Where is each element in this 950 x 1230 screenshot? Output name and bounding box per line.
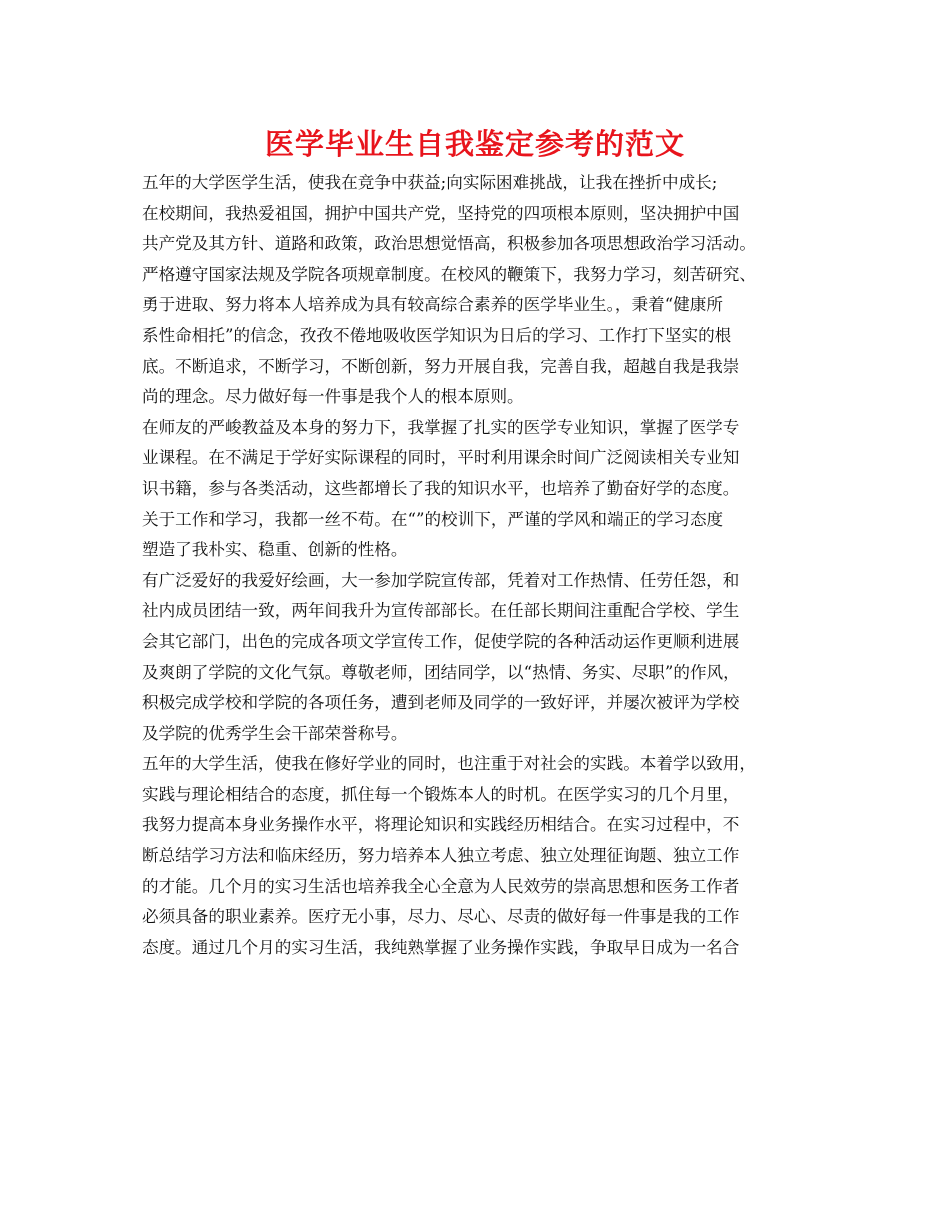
- text-line: 严格遵守国家法规及学院各项规章制度。在校风的鞭策下，我努力学习，刻苦研究、: [142, 264, 756, 284]
- text-line: 系性命相托”的信念，孜孜不倦地吸收医学知识为日后的学习、工作打下坚实的根: [142, 325, 732, 345]
- text-line: 关于工作和学习，我都一丝不苟。在“”的校训下，严谨的学风和端正的学习态度: [142, 509, 724, 529]
- text-line: 及学院的优秀学生会干部荣誉称号。: [142, 723, 408, 743]
- text-line: 态度。通过几个月的实习生活，我纯熟掌握了业务操作实践，争取早日成为一名合: [142, 937, 740, 957]
- text-line: 识书籍，参与各类活动，这些都增长了我的知识水平，也培养了勤奋好学的态度。: [142, 478, 740, 498]
- text-line: 五年的大学医学生活，使我在竞争中获益;向实际困难挑战，让我在挫折中成长;: [142, 173, 718, 192]
- text-line: 底。不断追求，不断学习，不断创新，努力开展自我，完善自我，超越自我是我崇: [142, 356, 740, 376]
- text-line: 尚的理念。尽力做好每一件事是我个人的根本原则。: [142, 387, 524, 407]
- text-line: 断总结学习方法和临床经历，努力培养本人独立考虑、独立处理征询题、独立工作: [142, 846, 740, 866]
- document-title: 医学毕业生自我鉴定参考的范文: [264, 127, 685, 161]
- text-line: 有广泛爱好的我爱好绘画，大一参加学院宣传部，凭着对工作热情、任劳任怨，和: [142, 570, 740, 590]
- text-line: 的才能。几个月的实习生活也培养我全心全意为人民效劳的崇高思想和医务工作者: [142, 876, 740, 896]
- text-line: 塑造了我朴实、稳重、创新的性格。: [142, 540, 408, 560]
- text-line: 共产党及其方针、道路和政策，政治思想觉悟高，积极参加各项思想政治学习活动。: [142, 234, 756, 254]
- text-line: 及爽朗了学院的文化气氛。尊敬老师，团结同学，以“热情、务实、尽职”的作风，: [142, 662, 740, 682]
- text-line: 五年的大学生活，使我在修好学业的同时，也注重于对社会的实践。本着学以致用，: [142, 754, 756, 774]
- document-body: [142, 168, 842, 963]
- text-line: 积极完成学校和学院的各项任务，遭到老师及同学的一致好评，并屡次被评为学校: [142, 693, 740, 713]
- text-line: 社内成员团结一致，两年间我升为宣传部部长。在任部长期间注重配合学校、学生: [142, 601, 740, 621]
- text-line: 在校期间，我热爱祖国，拥护中国共产党，坚持党的四项根本原则，坚决拥护中国: [142, 203, 740, 223]
- text-line: 必须具备的职业素养。医疗无小事，尽力、尽心、尽责的做好每一件事是我的工作: [142, 907, 740, 927]
- text-line: 业课程。在不满足于学好实际课程的同时，平时利用课余时间广泛阅读相关专业知: [142, 448, 740, 468]
- text-line: 会其它部门，出色的完成各项文学宣传工作，促使学院的各种活动运作更顺利进展: [142, 631, 740, 651]
- text-line: 勇于进取、努力将本人培养成为具有较高综合素养的医学毕业生。，秉着“健康所: [142, 295, 723, 315]
- text-line: 实践与理论相结合的态度，抓住每一个锻炼本人的时机。在医学实习的几个月里，: [142, 784, 740, 804]
- text-line: 我努力提高本身业务操作水平，将理论知识和实践经历相结合。在实习过程中，不: [142, 815, 740, 835]
- text-line: 在师友的严峻教益及本身的努力下，我掌握了扎实的医学专业知识，掌握了医学专: [142, 417, 740, 437]
